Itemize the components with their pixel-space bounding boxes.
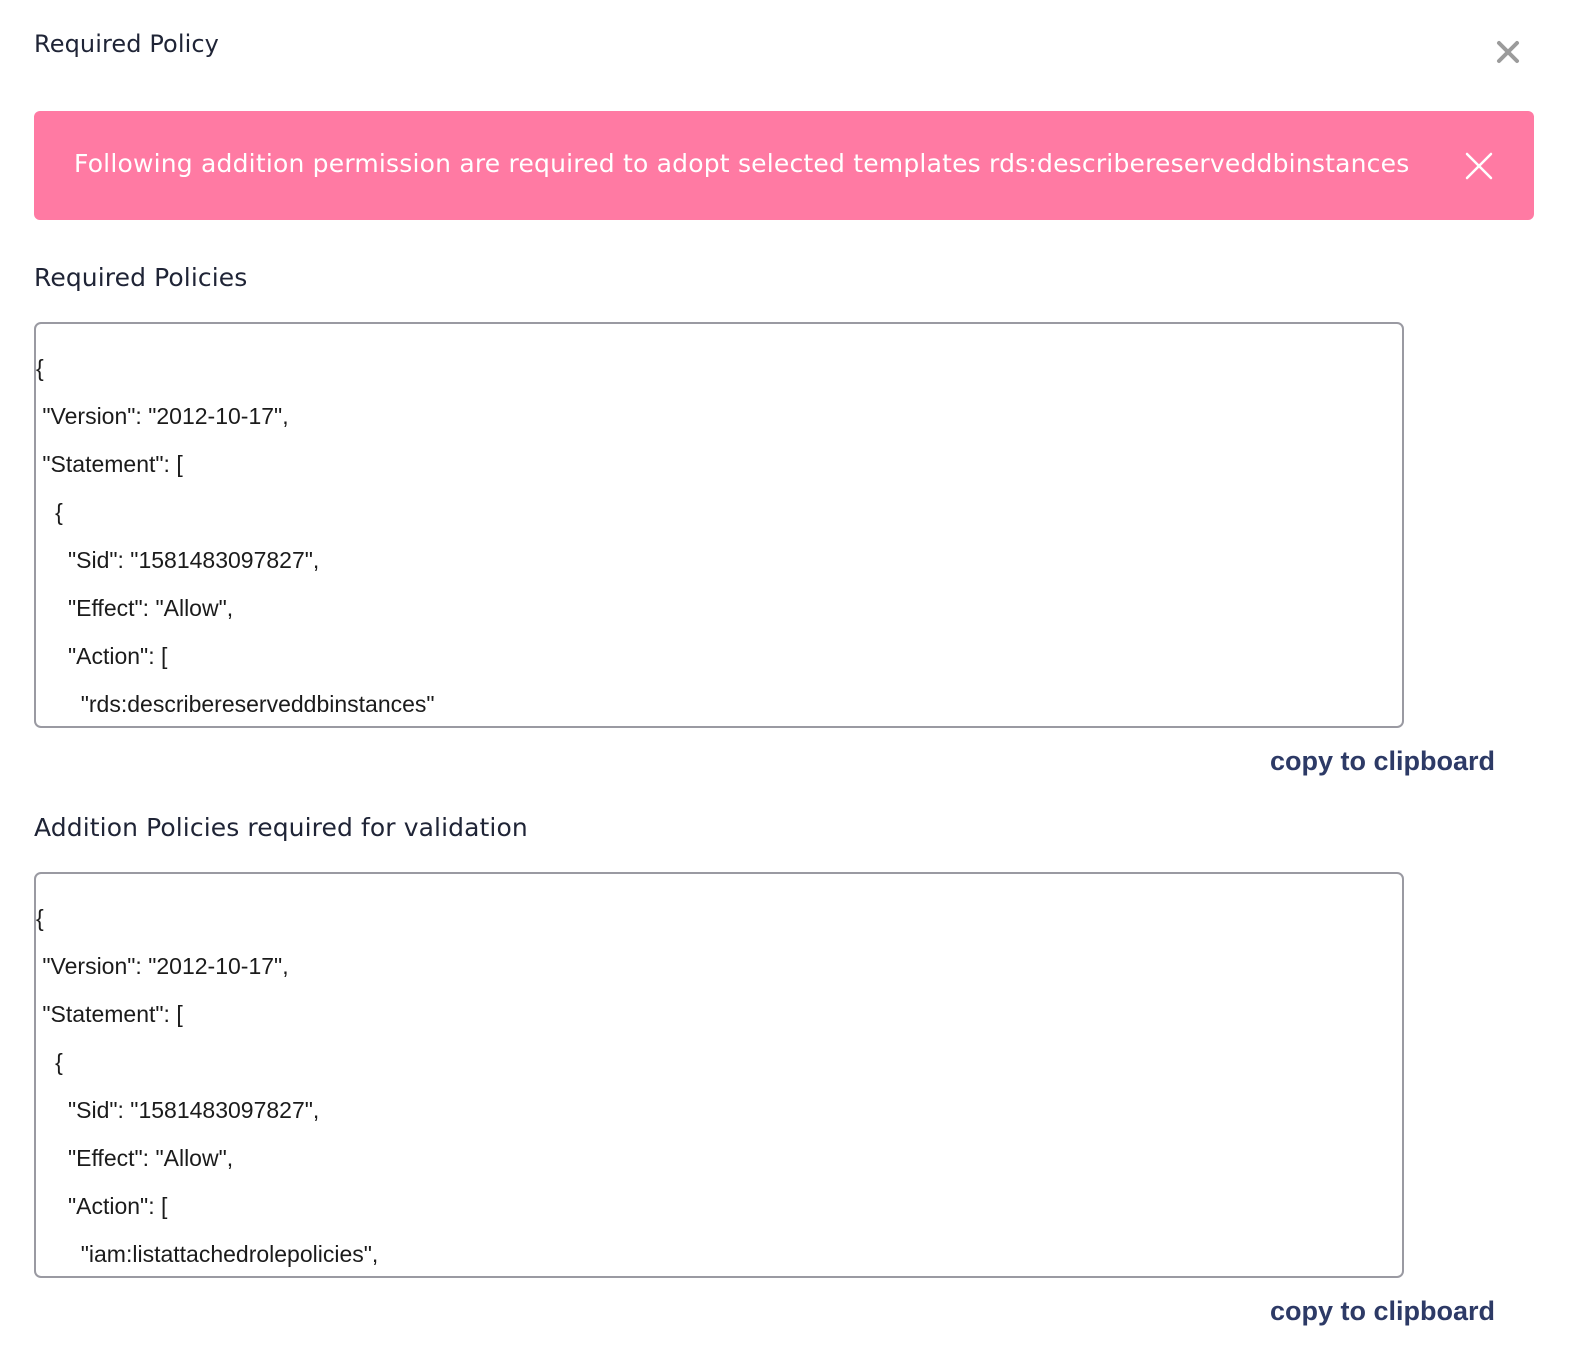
required-policies-label: Required Policies	[34, 263, 248, 292]
policy-line: "Action": [	[36, 1193, 168, 1219]
permission-alert	[34, 111, 1534, 220]
policy-line: "Statement": [	[36, 451, 183, 477]
policy-line: "Statement": [	[36, 1001, 183, 1027]
modal-close-button[interactable]	[1494, 38, 1522, 66]
policy-line: "rds:describereserveddbinstances"	[36, 691, 435, 717]
policy-line: "Version": "2012-10-17",	[36, 953, 289, 979]
policy-line: {	[36, 1049, 63, 1075]
policy-line: {	[36, 355, 44, 381]
copy-to-clipboard-link[interactable]: copy to clipboard	[1270, 1296, 1496, 1326]
policy-line: "iam:listattachedrolepolicies",	[36, 1241, 379, 1267]
alert-message: Following addition permission are required to adopt selected templates rds:describereserveddbinstances	[74, 149, 1410, 178]
required-policies-textarea[interactable]	[34, 322, 1404, 728]
policy-line: "Action": [	[36, 643, 168, 669]
validation-policies-textarea[interactable]	[34, 872, 1404, 1278]
alert-close-button[interactable]	[1464, 151, 1494, 181]
modal-title: Required Policy	[34, 30, 219, 58]
policy-line: "Version": "2012-10-17",	[36, 403, 289, 429]
policy-line: {	[36, 905, 44, 931]
copy-to-clipboard-link[interactable]: copy to clipboard	[1270, 746, 1496, 776]
policy-line: {	[36, 499, 63, 525]
policy-line: "Effect": "Allow",	[36, 1145, 234, 1171]
close-icon	[1494, 38, 1522, 66]
policy-line: "Effect": "Allow",	[36, 595, 234, 621]
validation-policies-label: Addition Policies required for validation	[34, 813, 528, 842]
policy-line: "Sid": "1581483097827",	[36, 1097, 320, 1123]
policy-line: "Sid": "1581483097827",	[36, 547, 320, 573]
close-icon	[1464, 151, 1494, 181]
